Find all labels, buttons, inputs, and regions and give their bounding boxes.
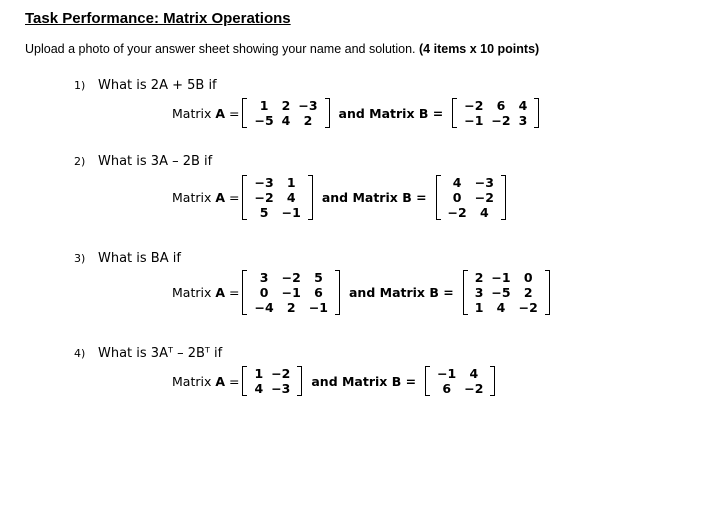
matrix-cell: 1 [254, 366, 264, 381]
matrix-grid [457, 98, 534, 128]
bracket-right [490, 366, 495, 396]
matrix-cell: 4 [254, 381, 264, 396]
matrix-cell: 4 [469, 366, 479, 381]
matrix-cell: 4 [496, 300, 506, 315]
matrix-cell: −3 [254, 175, 274, 190]
matrix-b [436, 175, 506, 220]
matrix-cell: −2 [474, 190, 494, 205]
matrix-cell: −2 [464, 381, 484, 396]
matrix-b [452, 98, 539, 128]
matrix-a-label: Matrix A = [172, 190, 240, 205]
matrix-cell: 1 [259, 98, 269, 113]
matrix-b-label: and Matrix B = [321, 190, 427, 205]
matrix-cell: 6 [314, 285, 323, 300]
bracket-right [501, 175, 506, 220]
item-number: 1) [74, 79, 86, 92]
matrix-cell: 3 [259, 270, 269, 285]
instructions-text: Upload a photo of your answer sheet showing your name and solution. [25, 42, 416, 56]
bracket-right [325, 98, 330, 128]
item-1-matrices [172, 98, 542, 128]
matrix-cell: 2 [523, 285, 533, 300]
instructions [25, 42, 539, 56]
question-text: What is 3Aᵀ – 2Bᵀ if [98, 346, 223, 361]
matrix-grid [468, 270, 545, 315]
matrix-grid [247, 270, 335, 315]
question-3 [74, 251, 181, 266]
matrix-a [242, 175, 312, 220]
matrix-grid [430, 366, 490, 396]
matrix-cell: −2 [254, 190, 274, 205]
matrix-cell: 4 [479, 205, 489, 220]
item-number: 3) [74, 252, 86, 265]
item-2-matrices [172, 175, 509, 220]
matrix-cell: −5 [254, 113, 274, 128]
bracket-right [308, 175, 313, 220]
matrix-cell: −1 [308, 300, 328, 315]
question-text: What is 2A + 5B if [98, 78, 217, 93]
matrix-cell: 2 [286, 300, 296, 315]
matrix-cell: 5 [314, 270, 323, 285]
matrix-cell: 4 [281, 113, 291, 128]
matrix-grid [247, 98, 324, 128]
matrix-grid [441, 175, 501, 220]
matrix-cell: −2 [491, 113, 511, 128]
matrix-cell: 2 [281, 98, 291, 113]
matrix-cell: −2 [271, 366, 291, 381]
page-title: Task Performance: Matrix Operations [25, 10, 291, 27]
matrix-cell: −2 [518, 300, 538, 315]
bracket-right [297, 366, 302, 396]
matrix-b [425, 366, 495, 396]
matrix-b-label: and Matrix B = [311, 373, 417, 389]
question-2 [74, 154, 212, 169]
matrix-cell: 6 [496, 98, 506, 113]
matrix-cell: 3 [474, 285, 484, 300]
item-number: 4) [74, 347, 86, 360]
matrix-cell: 6 [442, 381, 452, 396]
matrix-cell: 0 [452, 190, 462, 205]
item-number: 2) [74, 155, 86, 168]
matrix-cell: 1 [474, 300, 484, 315]
matrix-cell: −3 [474, 175, 494, 190]
question-4 [74, 346, 222, 361]
bracket-right [534, 98, 539, 128]
item-3-matrices [172, 270, 553, 315]
matrix-cell: 0 [523, 270, 533, 285]
matrix-a-label: Matrix A = [172, 373, 240, 389]
matrix-cell: 1 [286, 175, 296, 190]
matrix-cell: −3 [298, 98, 318, 113]
question-text: What is 3A – 2B if [98, 154, 213, 169]
matrix-cell: −2 [281, 270, 301, 285]
bracket-right [335, 270, 340, 315]
matrix-cell: −4 [254, 300, 274, 315]
matrix-cell: −2 [464, 98, 484, 113]
matrix-cell: 3 [518, 113, 528, 128]
question-text: What is BA if [98, 251, 181, 266]
matrix-b [463, 270, 550, 315]
matrix-cell: 2 [303, 113, 313, 128]
matrix-a [242, 366, 302, 396]
matrix-b-label: and Matrix B = [349, 285, 454, 300]
matrix-cell: −1 [464, 113, 484, 128]
matrix-grid [247, 175, 307, 220]
matrix-cell: 4 [452, 175, 462, 190]
matrix-grid [247, 366, 297, 396]
matrix-a-label: Matrix A = [172, 105, 240, 121]
matrix-cell: −1 [491, 270, 511, 285]
bracket-right [545, 270, 550, 315]
matrix-b-label: and Matrix B = [338, 105, 444, 121]
question-1 [74, 78, 217, 93]
matrix-cell: −1 [281, 205, 301, 220]
matrix-cell: 4 [518, 98, 528, 113]
matrix-a [242, 98, 329, 128]
matrix-cell: −1 [281, 285, 301, 300]
points-label: (4 items x 10 points) [419, 42, 540, 56]
matrix-a [242, 270, 340, 315]
item-4-matrices [172, 366, 498, 396]
matrix-cell: −2 [447, 205, 467, 220]
matrix-cell: 5 [259, 205, 269, 220]
matrix-cell: 0 [259, 285, 269, 300]
matrix-a-label: Matrix A = [172, 285, 240, 300]
matrix-cell: 4 [286, 190, 296, 205]
matrix-cell: 2 [474, 270, 484, 285]
matrix-cell: −3 [271, 381, 291, 396]
matrix-cell: −5 [491, 285, 511, 300]
matrix-cell: −1 [437, 366, 457, 381]
